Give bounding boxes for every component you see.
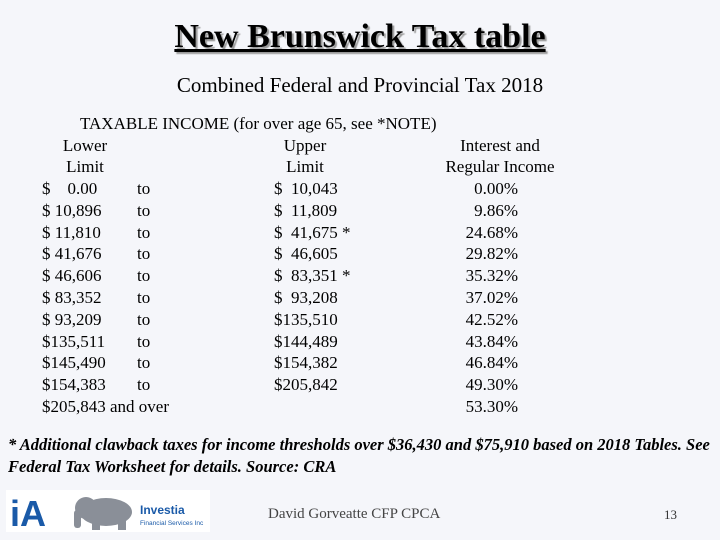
- header-upper-1: Upper: [283, 136, 327, 155]
- tax-rate-cell: 43.84%: [465, 331, 518, 351]
- header-rate-2: Regular Income: [445, 157, 555, 176]
- logo-name: Investia: [140, 503, 185, 517]
- upper-limit-cell: $ 11,809: [274, 200, 338, 220]
- tax-rate-cell: 53.30%: [465, 397, 518, 416]
- page-subtitle: Combined Federal and Provincial Tax 2018: [176, 73, 544, 97]
- table-caption: TAXABLE INCOME (for over age 65, see *NOTE): [80, 114, 437, 133]
- upper-limit-cell: $144,489: [274, 331, 338, 351]
- lower-limit-cell: $ 41,676: [42, 244, 102, 264]
- tax-rate-cell: 29.82%: [465, 244, 518, 264]
- tax-rate-cell: 9.86%: [474, 200, 518, 220]
- upper-limit-cell: $ 93,208: [274, 288, 338, 307]
- upper-limit-cell: $135,510: [274, 309, 338, 329]
- upper-limit-cell: $205,842: [274, 375, 338, 395]
- company-logo: [6, 490, 210, 532]
- tax-rate-cell: 49.30%: [465, 375, 518, 395]
- tax-rate-cell: 46.84%: [465, 353, 518, 373]
- range-separator: to: [137, 375, 151, 395]
- lower-limit-cell: $ 46,606: [42, 266, 102, 286]
- presenter-footer: David Gorveatte CFP CPCA: [268, 506, 441, 522]
- lower-limit-cell: $205,843 and over: [42, 397, 170, 416]
- range-separator: to: [137, 288, 151, 307]
- footnote: * Additional clawback taxes for income thresholds over $36,430 and $75,910 based on 2018 Tables. See Federal Tax Worksheet for details. Source: CRA: [8, 435, 710, 476]
- lower-limit-cell: $ 0.00: [42, 179, 98, 198]
- header-lower-2: Limit: [66, 157, 104, 176]
- upper-limit-cell: $ 46,605: [274, 244, 338, 264]
- logo-mark: iA: [10, 493, 46, 532]
- lower-limit-cell: $154,383: [42, 375, 106, 395]
- tax-rate-cell: 0.00%: [474, 179, 518, 198]
- investia-logo-icon: [6, 490, 210, 532]
- range-separator: to: [137, 353, 151, 373]
- range-separator: to: [137, 244, 151, 264]
- range-separator: to: [137, 222, 151, 242]
- upper-limit-cell: $ 41,675 *: [274, 222, 351, 242]
- upper-limit-cell: $ 10,043: [274, 179, 338, 198]
- lower-limit-cell: $145,490: [42, 353, 106, 373]
- header-lower-1: Lower: [62, 136, 108, 155]
- header-rate-1: Interest and: [460, 136, 540, 155]
- upper-limit-cell: $ 83,351 *: [274, 266, 351, 286]
- lower-limit-cell: $ 83,352: [42, 288, 102, 307]
- page-number: 13: [664, 507, 677, 522]
- upper-limit-cell: $154,382: [274, 353, 338, 373]
- range-separator: to: [137, 179, 151, 198]
- tax-rate-cell: 42.52%: [465, 309, 518, 329]
- lower-limit-cell: $ 93,209: [42, 309, 102, 329]
- lower-limit-cell: $ 11,810: [42, 222, 101, 242]
- range-separator: to: [137, 331, 151, 351]
- header-upper-2: Limit: [286, 157, 324, 176]
- tax-rate-cell: 24.68%: [465, 222, 518, 242]
- tax-rate-cell: 35.32%: [465, 266, 518, 286]
- lower-limit-cell: $ 10,896: [42, 200, 102, 220]
- range-separator: to: [137, 309, 151, 329]
- range-separator: to: [137, 200, 151, 220]
- tax-rate-cell: 37.02%: [465, 288, 518, 307]
- lower-limit-cell: $135,511: [42, 331, 106, 351]
- logo-tagline: Financial Services Inc: [140, 520, 204, 527]
- range-separator: to: [137, 266, 151, 286]
- elephant-icon: [74, 497, 132, 530]
- page-title: New Brunswick Tax table: [174, 18, 546, 55]
